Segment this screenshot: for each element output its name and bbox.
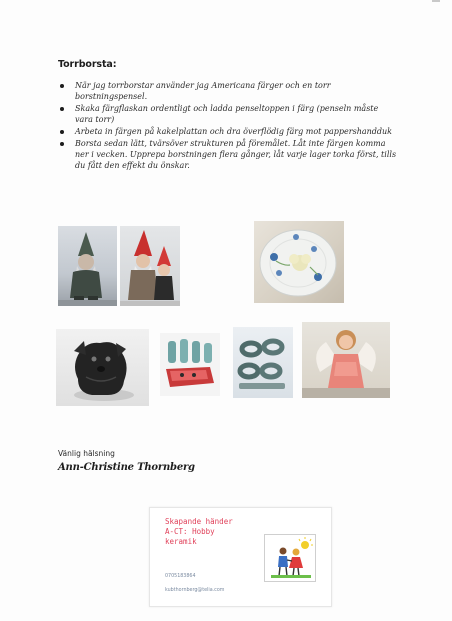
photo-gnome-pair bbox=[120, 226, 180, 306]
photo-garden-gnome bbox=[58, 226, 117, 306]
instruction-text: När jag torrborstar använder jag Americana färger och en torr borstningspensel. bbox=[75, 81, 331, 102]
card-email: kubthornberg@telia.com bbox=[165, 588, 225, 593]
instruction-text: Borsta sedan lätt, tvärsöver strukturen på föremålet. Låt inte färgen komma ner i vecken. Upprepa borstningen flera gånger, låt varje lager torka först, tills du fått den effekt du önskar. bbox=[75, 138, 397, 170]
photo-dog-figurine bbox=[56, 329, 149, 406]
instruction-text: Skaka färgflaskan ordentligt och ladda penseltoppen i färg (penseln måste vara torr) bbox=[75, 103, 379, 125]
bullet-icon bbox=[60, 142, 64, 146]
children-with-sun-logo-icon bbox=[264, 534, 316, 582]
bullet-icon bbox=[60, 84, 64, 88]
scan-artifact bbox=[432, 0, 440, 2]
business-card bbox=[149, 507, 332, 607]
card-business-type: keramik bbox=[165, 537, 197, 546]
photo-napkin-rings bbox=[233, 327, 293, 398]
signature: Ann-Christine Thornberg bbox=[58, 462, 195, 473]
bullet-icon bbox=[60, 130, 64, 134]
photo-red-box bbox=[160, 333, 220, 396]
instruction-item bbox=[58, 138, 398, 172]
photo-plate bbox=[254, 221, 344, 303]
card-business-subtitle: A-CT: Hobby bbox=[165, 527, 215, 536]
bullet-icon bbox=[60, 107, 64, 111]
photo-angel-figurine bbox=[302, 322, 390, 398]
greeting: Vänlig hälsning bbox=[58, 449, 115, 458]
instruction-text: Arbeta in färgen på kakelplattan och dra överflödig färg mot pappershandduk bbox=[75, 126, 393, 136]
card-phone: 0705183864 bbox=[165, 574, 196, 579]
instruction-item bbox=[58, 103, 398, 125]
instruction-item bbox=[58, 126, 398, 137]
card-business-name: Skapande händer bbox=[165, 517, 233, 526]
instruction-list bbox=[58, 80, 398, 172]
instruction-item bbox=[58, 80, 398, 102]
page-heading: Torrborsta: bbox=[58, 59, 117, 70]
